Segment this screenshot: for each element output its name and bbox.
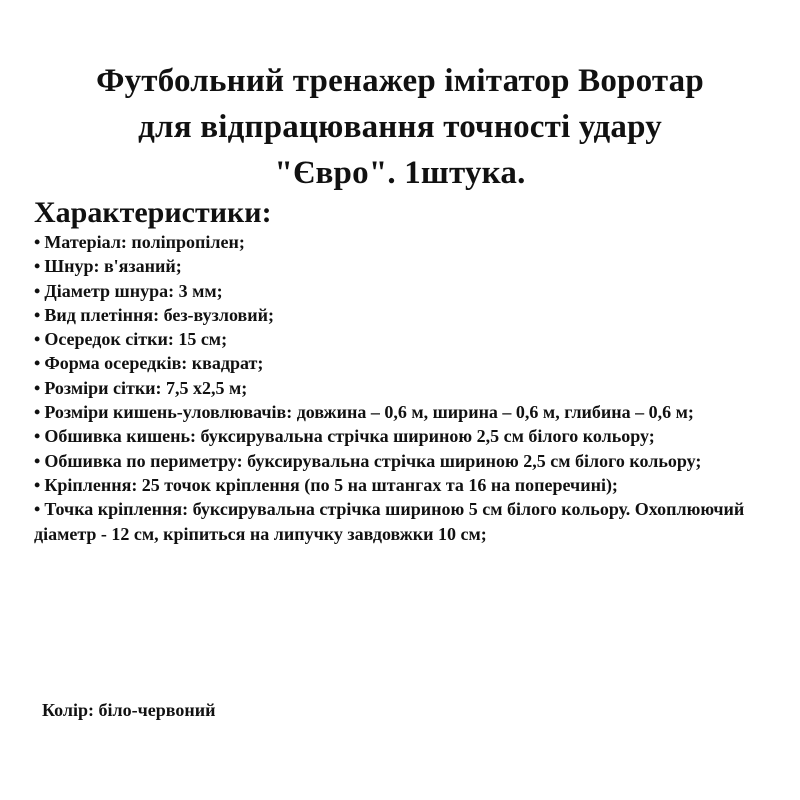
product-color: Колір: біло-червоний [42, 700, 216, 720]
spec-item [34, 327, 764, 351]
characteristics-list [34, 230, 764, 546]
spec-text: Точка кріплення: буксирувальна стрічка шириною 5 см білого кольору. Охоплюючий діаметр - 12 см, кріпиться на липучку завдовжки 10 см; [34, 499, 745, 544]
bullet-icon: • [34, 304, 41, 325]
spec-item [34, 497, 764, 546]
bullet-icon: • [34, 402, 41, 423]
spec-text: Форма осередків: квадрат; [44, 353, 264, 374]
spec-text: Шнур: в'язаний; [44, 256, 182, 277]
title-line-1: Футбольний тренажер імітатор Воротар [96, 63, 704, 99]
spec-text: Вид плетіння: без-вузловий; [44, 304, 274, 325]
bullet-icon: • [34, 329, 41, 350]
spec-item [34, 279, 764, 303]
spec-item [34, 303, 764, 327]
spec-text: Обшивка по периметру: буксирувальна стрічка шириною 2,5 см білого кольору; [44, 450, 702, 471]
spec-text: Діаметр шнура: 3 мм; [44, 280, 223, 301]
spec-item [34, 230, 764, 254]
bullet-icon: • [34, 426, 41, 447]
bullet-icon: • [34, 450, 41, 471]
spec-item [34, 376, 764, 400]
spec-text: Обшивка кишень: буксирувальна стрічка шириною 2,5 см білого кольору; [44, 426, 655, 447]
characteristics-heading: Характеристики: [34, 196, 272, 229]
spec-item [34, 254, 764, 278]
spec-text: Розміри кишень-уловлювачів: довжина – 0,6 м, ширина – 0,6 м, глибина – 0,6 м; [44, 402, 694, 423]
bullet-icon: • [34, 280, 41, 301]
title-line-2: для відпрацювання точності удару [138, 109, 662, 145]
bullet-icon: • [34, 377, 41, 398]
bullet-icon: • [34, 353, 41, 374]
spec-text: Матеріал: поліпропілен; [44, 232, 245, 252]
title-line-3: "Євро". 1штука. [274, 155, 526, 191]
spec-text: Осередок сітки: 15 см; [44, 329, 228, 350]
spec-item [34, 351, 764, 375]
spec-text: Кріплення: 25 точок кріплення (по 5 на штангах та 16 на поперечині); [44, 474, 618, 495]
spec-item [34, 449, 764, 473]
spec-item [34, 473, 764, 497]
bullet-icon: • [34, 499, 41, 520]
bullet-icon: • [34, 256, 41, 277]
product-title [0, 58, 800, 196]
spec-text: Розміри сітки: 7,5 х2,5 м; [44, 377, 248, 398]
spec-item [34, 424, 764, 448]
spec-item [34, 400, 764, 424]
bullet-icon: • [34, 232, 41, 252]
bullet-icon: • [34, 474, 41, 495]
